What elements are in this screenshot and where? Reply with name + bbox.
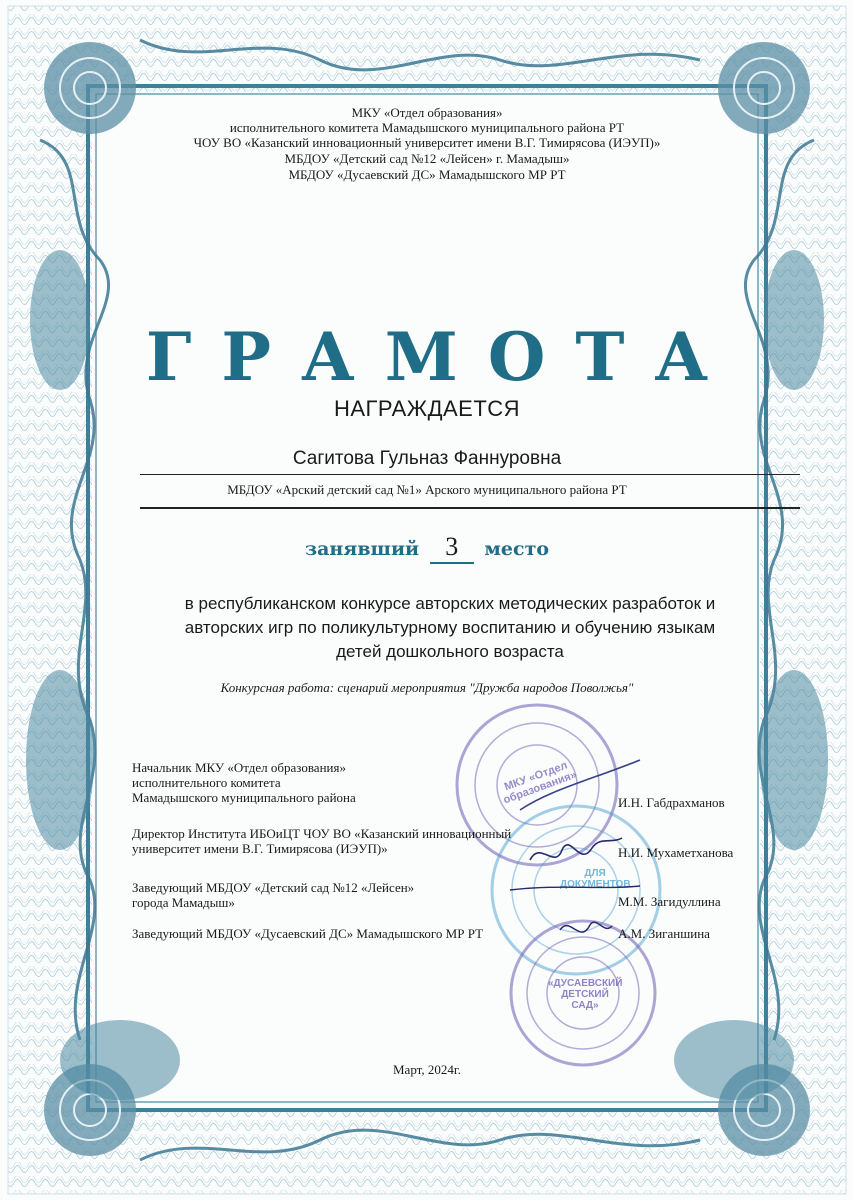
header-line-3: ЧОУ ВО «Казанский инновационный университет имени В.Г. Тимирясова (ИЭУП)» (193, 135, 661, 150)
signatory-name-2: Н.И. Мухаметханова (618, 845, 734, 860)
signature-1-role-line-3: Мамадышского муниципального района (132, 790, 356, 805)
header-line-1: МКУ «Отдел образования» (351, 105, 503, 120)
signatory-name-1: И.Н. Габдрахманов (618, 795, 725, 810)
awarded-label: НАГРАЖДАЕТСЯ (333, 396, 521, 421)
organization-underline (140, 507, 800, 509)
signature-3-role-line-1: Заведующий МБДОУ «Детский сад №12 «Лейсен» (132, 880, 415, 895)
signature-3-role-line-2: города Мамадыш» (132, 895, 235, 910)
contest-line-3: детей дошкольного возраста (336, 642, 564, 661)
recipient-name: Сагитова Гульназ Фаннуровна (292, 448, 562, 469)
contest-line-1: в республиканском конкурсе авторских методических разработок и (184, 594, 716, 613)
contest-work: Конкурсная работа: сценарий мероприятия "Дружба народов Поволжья" (220, 680, 634, 695)
signature-role-3 (132, 880, 414, 910)
signature-2-role-line-1: Директор Института ИБОиЦТ ЧОУ ВО «Казанский инновационный (132, 826, 512, 841)
place-number: 3 (430, 532, 474, 564)
stamp-education-text: МКУ «Отдел образования» (501, 759, 579, 807)
signature-role-4 (132, 926, 483, 941)
header-line-4: МБДОУ «Детский сад №12 «Лейсен» г. Мамадыш» (284, 151, 570, 166)
signature-2-role-line-2: университет имени В.Г. Тимирясова (ИЭУП)» (132, 841, 388, 856)
recipient-underline (140, 474, 800, 475)
recipient-organization: МБДОУ «Арский детский сад №1» Арского муниципального района РТ (227, 482, 627, 497)
stamp-dusaevsky-text: «ДУСАЕВСКИЙ ДЕТСКИЙ САД» (548, 978, 623, 1011)
signatory-name-4: А.М. Зиганшина (618, 926, 710, 941)
signature-role-1 (132, 760, 356, 805)
place-prefix: занявший (304, 538, 420, 560)
signature-4-role-line-1: Заведующий МБДОУ «Дусаевский ДС» Мамадышского МР РТ (132, 926, 484, 941)
place-line (0, 532, 854, 564)
header-line-5: МБДОУ «Дусаевский ДС» Мамадышского МР РТ (288, 167, 566, 182)
certificate-title: ГРАМОТА (145, 318, 739, 396)
certificate-date: Март, 2024г. (393, 1062, 461, 1077)
contest-description (150, 592, 750, 664)
signatory-name-3: М.М. Загидуллина (618, 894, 721, 909)
stamp-documents-text: ДЛЯ ДОКУМЕНТОВ (560, 868, 631, 890)
signature-1-role-line-1: Начальник МКУ «Отдел образования» (132, 760, 346, 775)
contest-line-2: авторских игр по поликультурному воспитанию и обучению языкам (184, 618, 716, 637)
header-line-2: исполнительного комитета Мамадышского муниципального района РТ (229, 120, 625, 135)
place-suffix: место (484, 538, 550, 560)
signature-role-2 (132, 826, 511, 856)
signature-1-role-line-2: исполнительного комитета (132, 775, 281, 790)
